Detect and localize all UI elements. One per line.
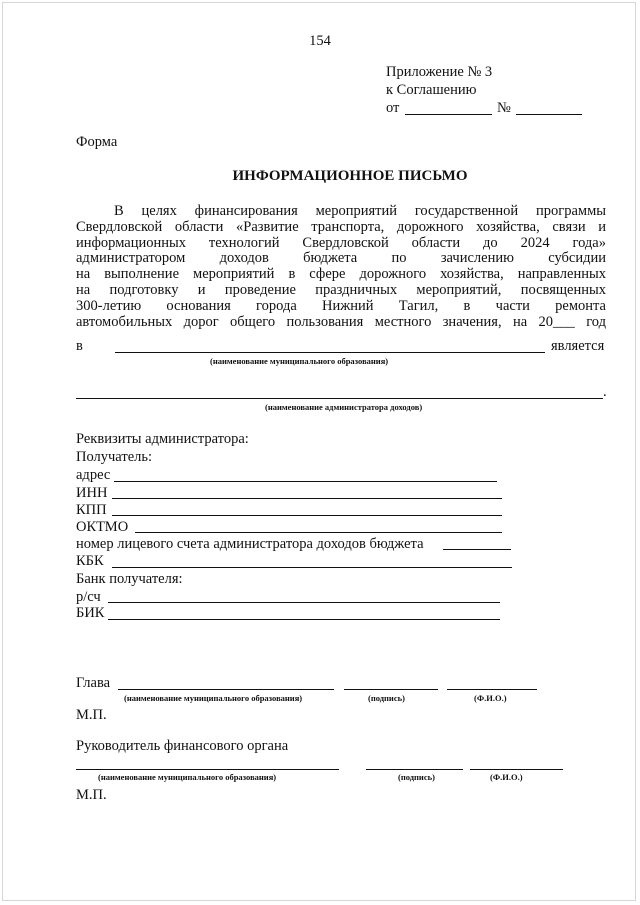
line-in-suffix: является bbox=[551, 338, 605, 354]
head-signature-caption: (подпись) bbox=[368, 693, 405, 703]
bik-field[interactable] bbox=[108, 619, 500, 620]
bank-label: Банк получателя: bbox=[76, 571, 183, 587]
appendix-date-field[interactable] bbox=[405, 114, 492, 115]
rs-field[interactable] bbox=[108, 602, 500, 603]
paragraph-line: 300-летию основания города Нижний Тагил, в части ремонта bbox=[76, 298, 606, 314]
municipality-caption: (наименование муниципального образования) bbox=[210, 356, 389, 366]
recipient-label: Получатель: bbox=[76, 449, 153, 465]
head-fio-caption: (Ф.И.О.) bbox=[474, 693, 507, 703]
finance-signature-caption: (подпись) bbox=[398, 772, 435, 782]
requisites-heading: Реквизиты администратора: bbox=[76, 431, 249, 447]
form-label: Форма bbox=[76, 134, 118, 150]
paragraph-line: Свердловской области «Развитие транспорта, дорожного хозяйства, связи и bbox=[76, 219, 606, 235]
inn-label: ИНН bbox=[76, 485, 108, 501]
administrator-caption: (наименование администратора доходов) bbox=[265, 402, 423, 412]
trailing-period: . bbox=[603, 384, 607, 400]
bik-label: БИК bbox=[76, 605, 105, 621]
appendix-number-field[interactable] bbox=[516, 114, 582, 115]
head-signature-field[interactable] bbox=[344, 689, 438, 690]
finance-signature-label: Руководитель финансового органа bbox=[76, 738, 289, 754]
head-fio-field[interactable] bbox=[447, 689, 537, 690]
paragraph-line: администратором доходов бюджета по зачислению субсидии bbox=[76, 251, 606, 267]
finance-name-caption: (наименование муниципального образования) bbox=[98, 772, 277, 782]
finance-signature-field[interactable] bbox=[366, 769, 463, 770]
appendix-subtitle: к Соглашению bbox=[386, 82, 477, 98]
account-field[interactable] bbox=[443, 549, 511, 550]
finance-stamp: М.П. bbox=[76, 787, 107, 803]
kbk-field[interactable] bbox=[112, 567, 512, 568]
finance-name-field[interactable] bbox=[76, 769, 339, 770]
paragraph-line: на подготовку и проведение праздничных мероприятий, посвященных bbox=[76, 282, 606, 298]
kpp-label: КПП bbox=[76, 502, 107, 518]
head-stamp: М.П. bbox=[76, 707, 107, 723]
head-signature-label: Глава bbox=[76, 675, 111, 691]
address-label: адрес bbox=[76, 467, 111, 483]
administrator-name-field[interactable] bbox=[76, 398, 603, 399]
head-name-caption: (наименование муниципального образования) bbox=[124, 693, 303, 703]
account-label: номер лицевого счета администратора доходов бюджета bbox=[76, 536, 424, 552]
rs-label: р/сч bbox=[76, 589, 101, 605]
paragraph-line: автомобильных дорог общего пользования местного значения, на 20___ год bbox=[76, 314, 606, 330]
municipality-name-field[interactable] bbox=[115, 352, 545, 353]
oktmo-field[interactable] bbox=[135, 532, 502, 533]
main-paragraph bbox=[76, 204, 606, 330]
finance-fio-field[interactable] bbox=[470, 769, 563, 770]
document-title: ИНФОРМАЦИОННОЕ ПИСЬМО bbox=[232, 168, 468, 184]
appendix-number-label: № bbox=[497, 100, 511, 116]
paragraph-line: информационных технологий Свердловской области до 2024 года» bbox=[76, 235, 606, 251]
kbk-label: КБК bbox=[76, 553, 104, 569]
finance-fio-caption: (Ф.И.О.) bbox=[490, 772, 523, 782]
line-in-prefix: в bbox=[76, 338, 83, 354]
appendix-title: Приложение № 3 bbox=[386, 64, 493, 80]
inn-field[interactable] bbox=[112, 498, 502, 499]
address-field[interactable] bbox=[114, 481, 497, 482]
kpp-field[interactable] bbox=[112, 515, 502, 516]
head-name-field[interactable] bbox=[118, 689, 334, 690]
appendix-from-label: от bbox=[386, 100, 400, 116]
oktmo-label: ОКТМО bbox=[76, 519, 129, 535]
paragraph-line: на выполнение мероприятий в сфере дорожного хозяйства, направленных bbox=[76, 267, 606, 283]
paragraph-line: В целях финансирования мероприятий государственной программы bbox=[114, 204, 606, 219]
page-number: 154 bbox=[309, 33, 331, 49]
